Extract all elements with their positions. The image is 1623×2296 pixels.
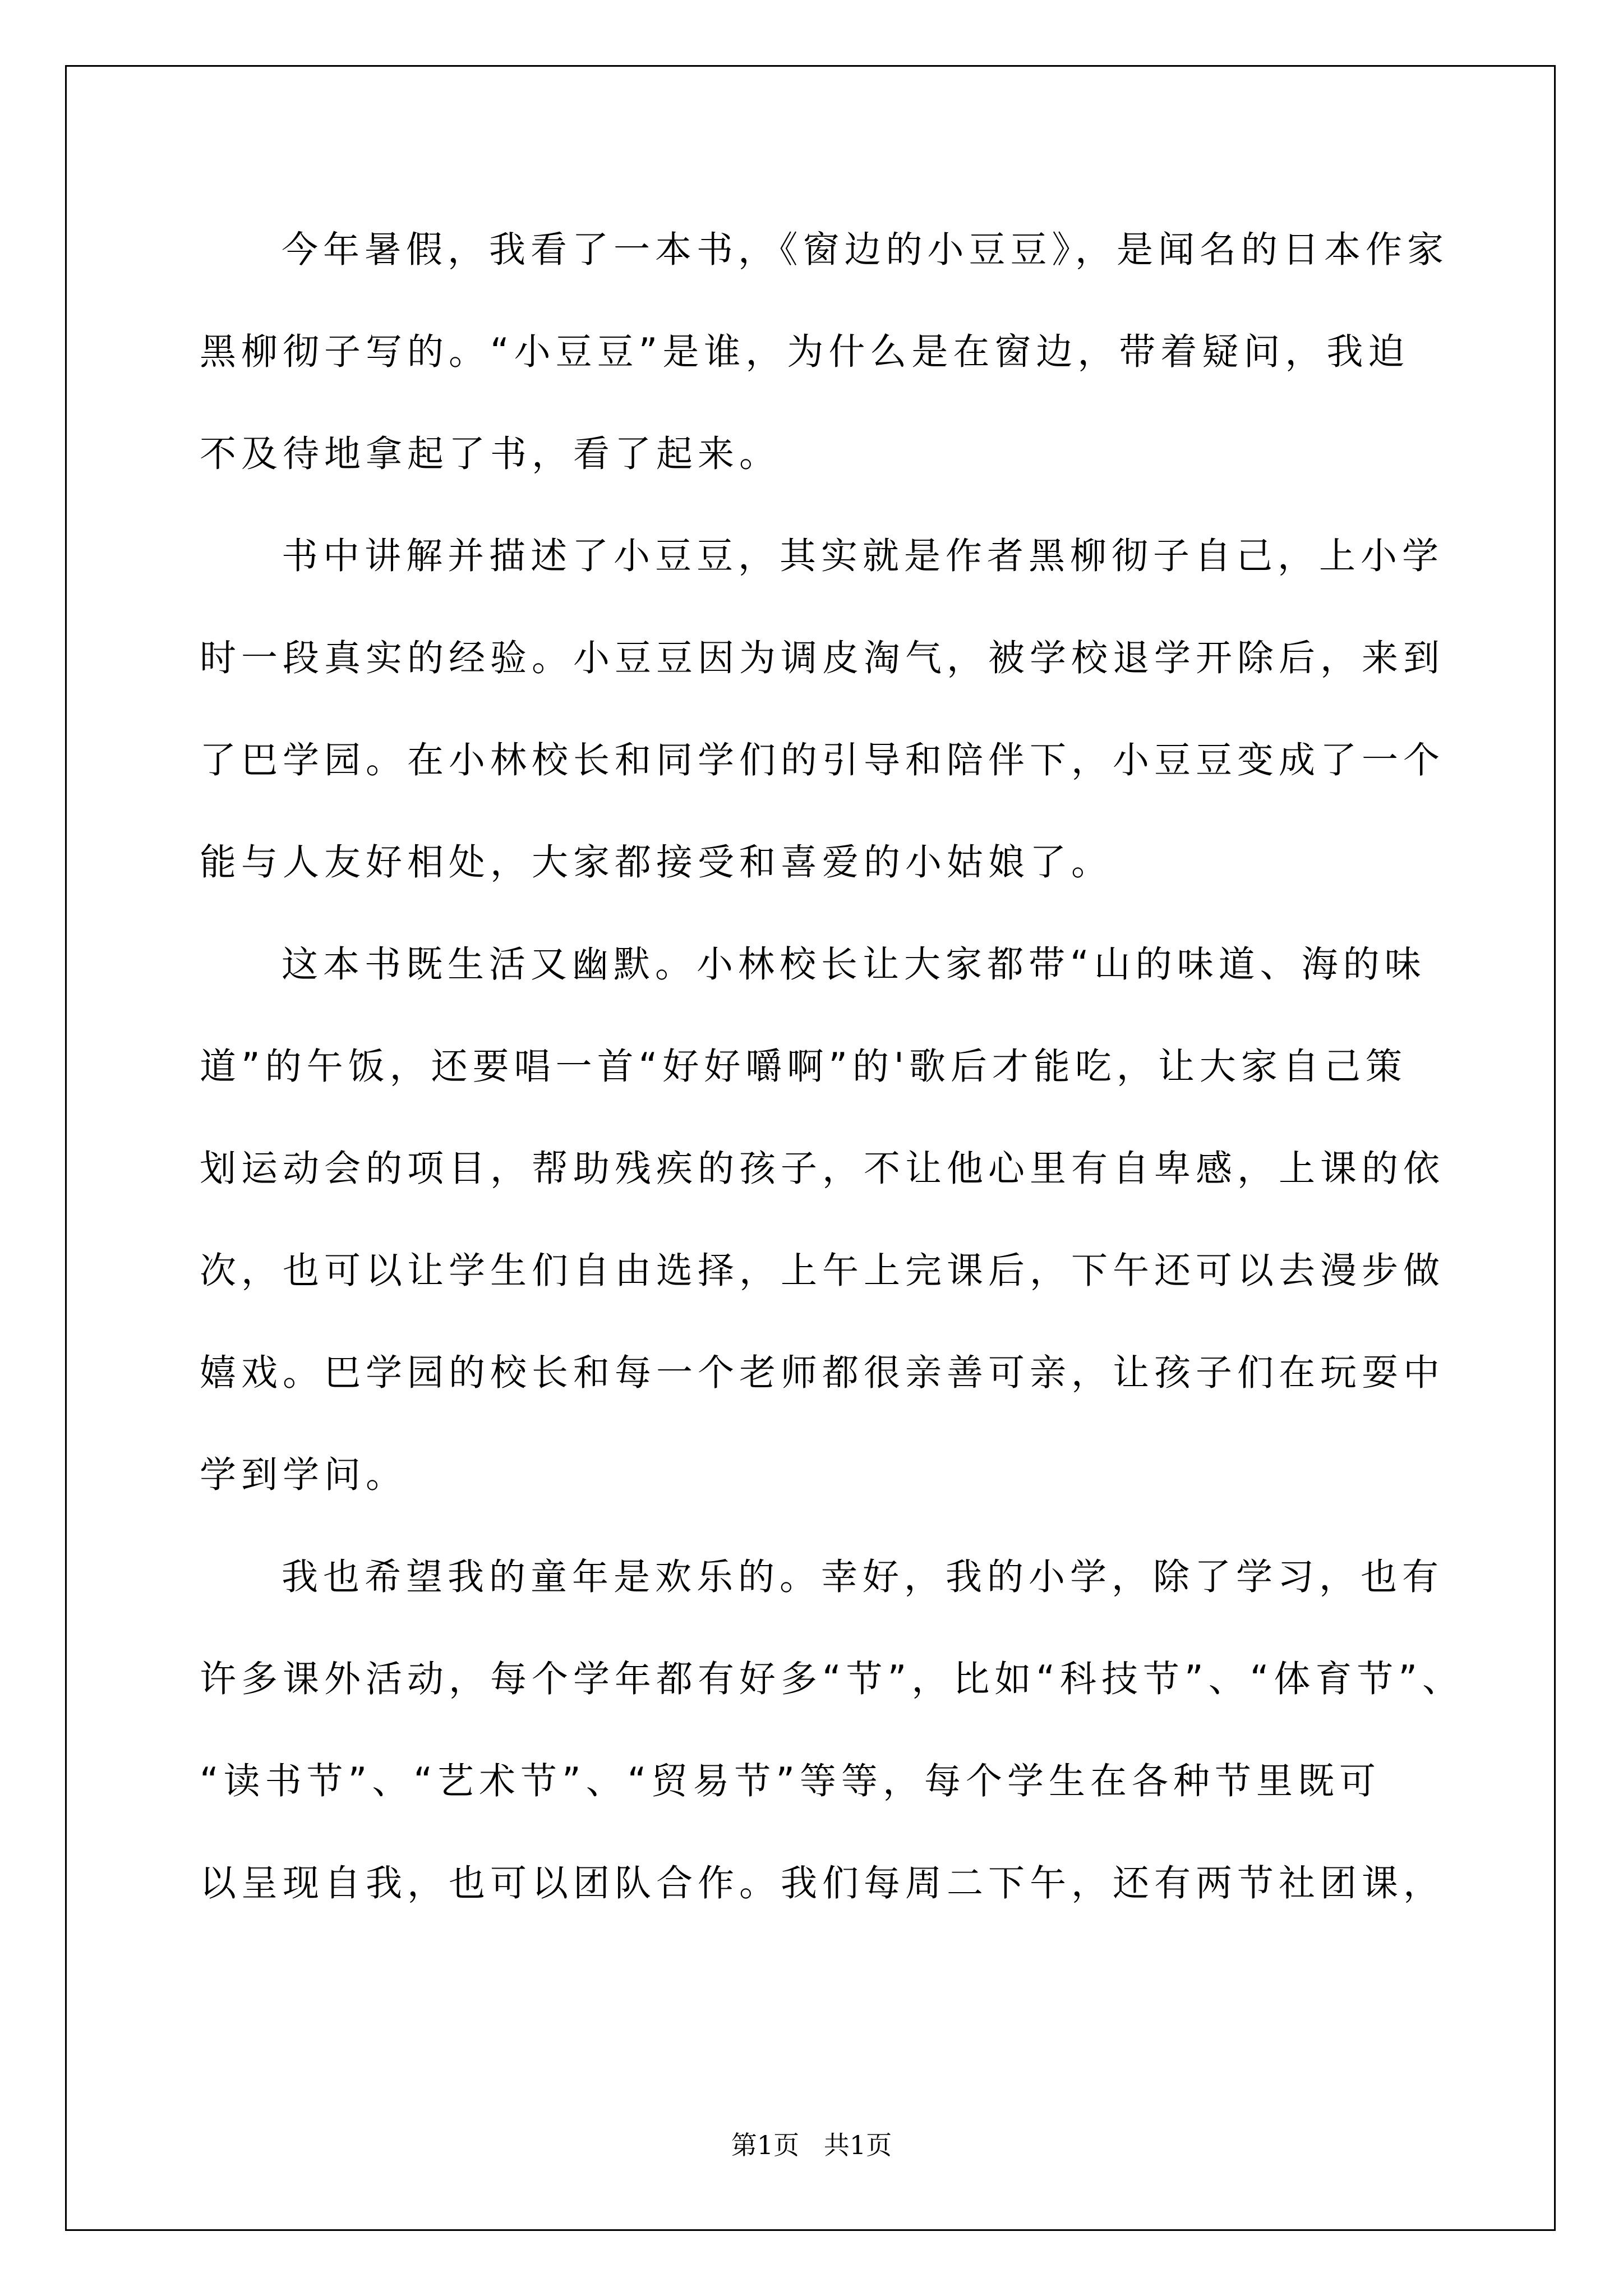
text-line: 能与人友好相处，大家都接受和喜爱的小姑娘了。 [200,841,1113,884]
text-line: 划运动会的项目，帮助残疾的孩子，不让他心里有自卑感，上课的依 [200,1148,1445,1190]
page-footer: 第1页 共1页 [731,2130,892,2160]
text-line: “读书节”、“艺术节”、“贸易节”等等，每个学生在各种节里既可 [200,1760,1381,1802]
text-line: 许多课外活动，每个学年都有好多“节”，比如“科技节”、“体育节”、 [200,1658,1464,1700]
document-body [200,222,1464,1958]
text-line: 书中讲解并描述了小豆豆，其实就是作者黑柳彻子自己，上小学 [282,535,1444,577]
text-line: 次，也可以让学生们自由选择，上午上完课后，下午还可以去漫步做 [200,1250,1445,1292]
text-line: 以呈现自我，也可以团队合作。我们每周二下午，还有两节社团课， [200,1862,1445,1904]
text-line: 时一段真实的经验。小豆豆因为调皮淘气，被学校退学开除后，来到 [200,637,1445,679]
text-line: 嬉戏。巴学园的校长和每一个老师都很亲善可亲，让孩子们在玩耍中 [200,1352,1445,1394]
text-line: 学到学问。 [200,1454,408,1496]
text-line: 今年暑假，我看了一本书，《窗边的小豆豆》，是闻名的日本作家 [282,229,1449,271]
text-line: 我也希望我的童年是欢乐的。幸好，我的小学，除了学习，也有 [282,1556,1444,1598]
text-line: 黑柳彻子写的。“小豆豆”是谁，为什么是在窗边，带着疑问，我迫 [200,331,1410,373]
text-line: 不及待地拿起了书，看了起来。 [200,433,781,475]
text-line: 这本书既生活又幽默。小林校长让大家都带“山的味道、海的味 [282,944,1426,986]
text-line: 了巴学园。在小林校长和同学们的引导和陪伴下，小豆豆变成了一个 [200,739,1445,781]
text-line: 道”的午饭，还要唱一首“好好嚼啊”的'歌后才能吃，让大家自己策 [200,1046,1407,1088]
